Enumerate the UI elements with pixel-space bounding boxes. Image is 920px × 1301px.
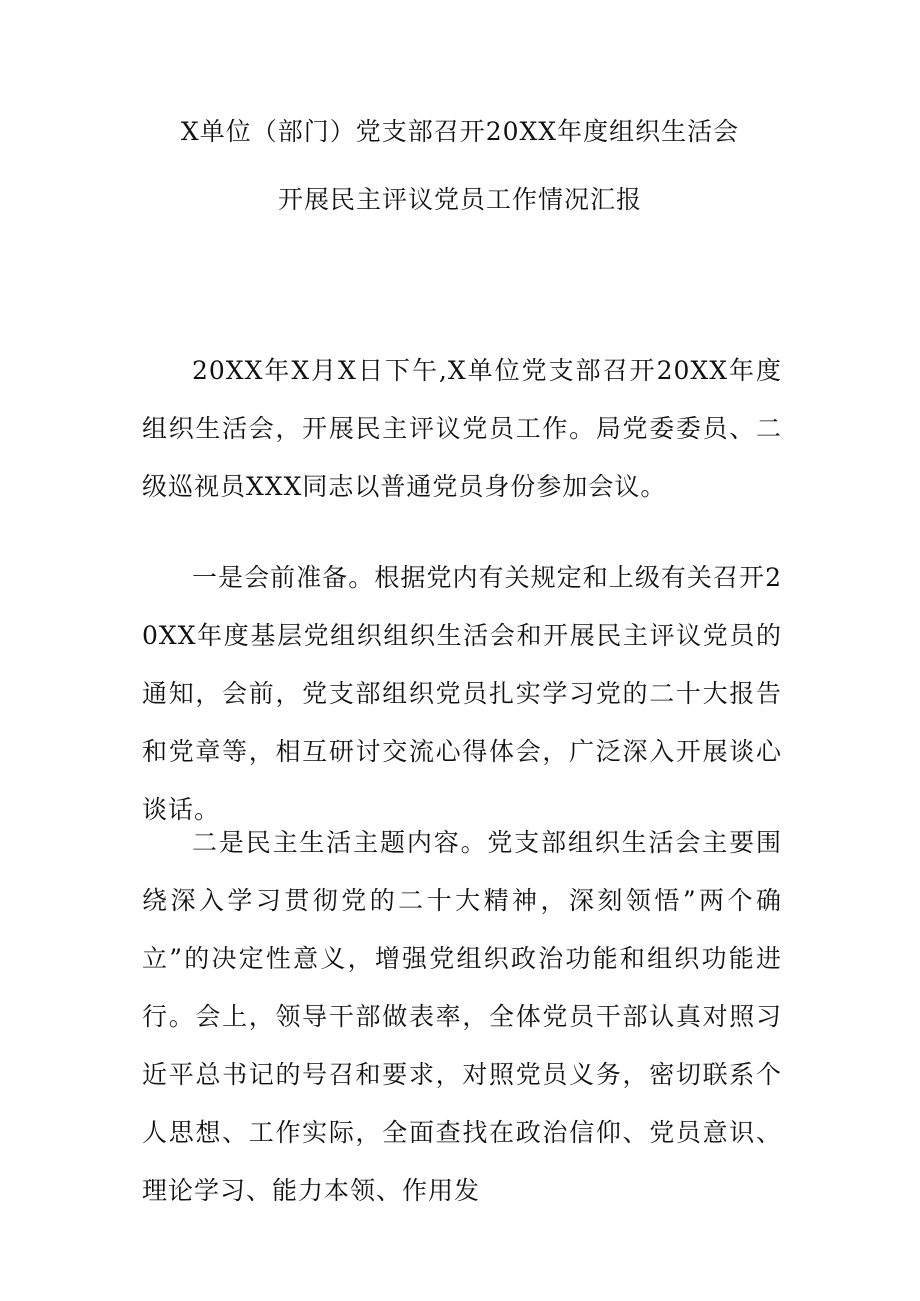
- document-title-line-2: 开展民主评议党员工作情况汇报: [277, 185, 642, 214]
- paragraph-theme-content: 二是民主生活主题内容。党支部组织生活会主要围绕深入学习贯彻党的二十大精神，深刻领悟”两个确立”的决定性意义，增强党组织政治功能和组织功能进行。会上，领导干部做表率，全体党员干部认真对照习近平总书记的号召和要求，对照党员义务，密切联系个人思想、工作实际，全面查找在政治信仰、党员意识、理论学习、能力本领、作用发: [142, 828, 782, 1205]
- paragraph-preparation: 一是会前准备。根据党内有关规定和上级有关召开20XX年度基层党组织组织生活会和开展民主评议党员的通知，会前，党支部组织党员扎实学习党的二十大报告和党章等，相互研讨交流心得体会，广泛深入开展谈心谈话。: [142, 563, 782, 824]
- document-title-line-1: X单位（部门）党支部召开20XX年度组织生活会: [180, 117, 740, 146]
- paragraph-intro: 20XX年X月X日下午,X单位党支部召开20XX年度组织生活会，开展民主评议党员工作。局党委委员、二级巡视员XXX同志以普通党员身份参加会议。: [142, 356, 782, 501]
